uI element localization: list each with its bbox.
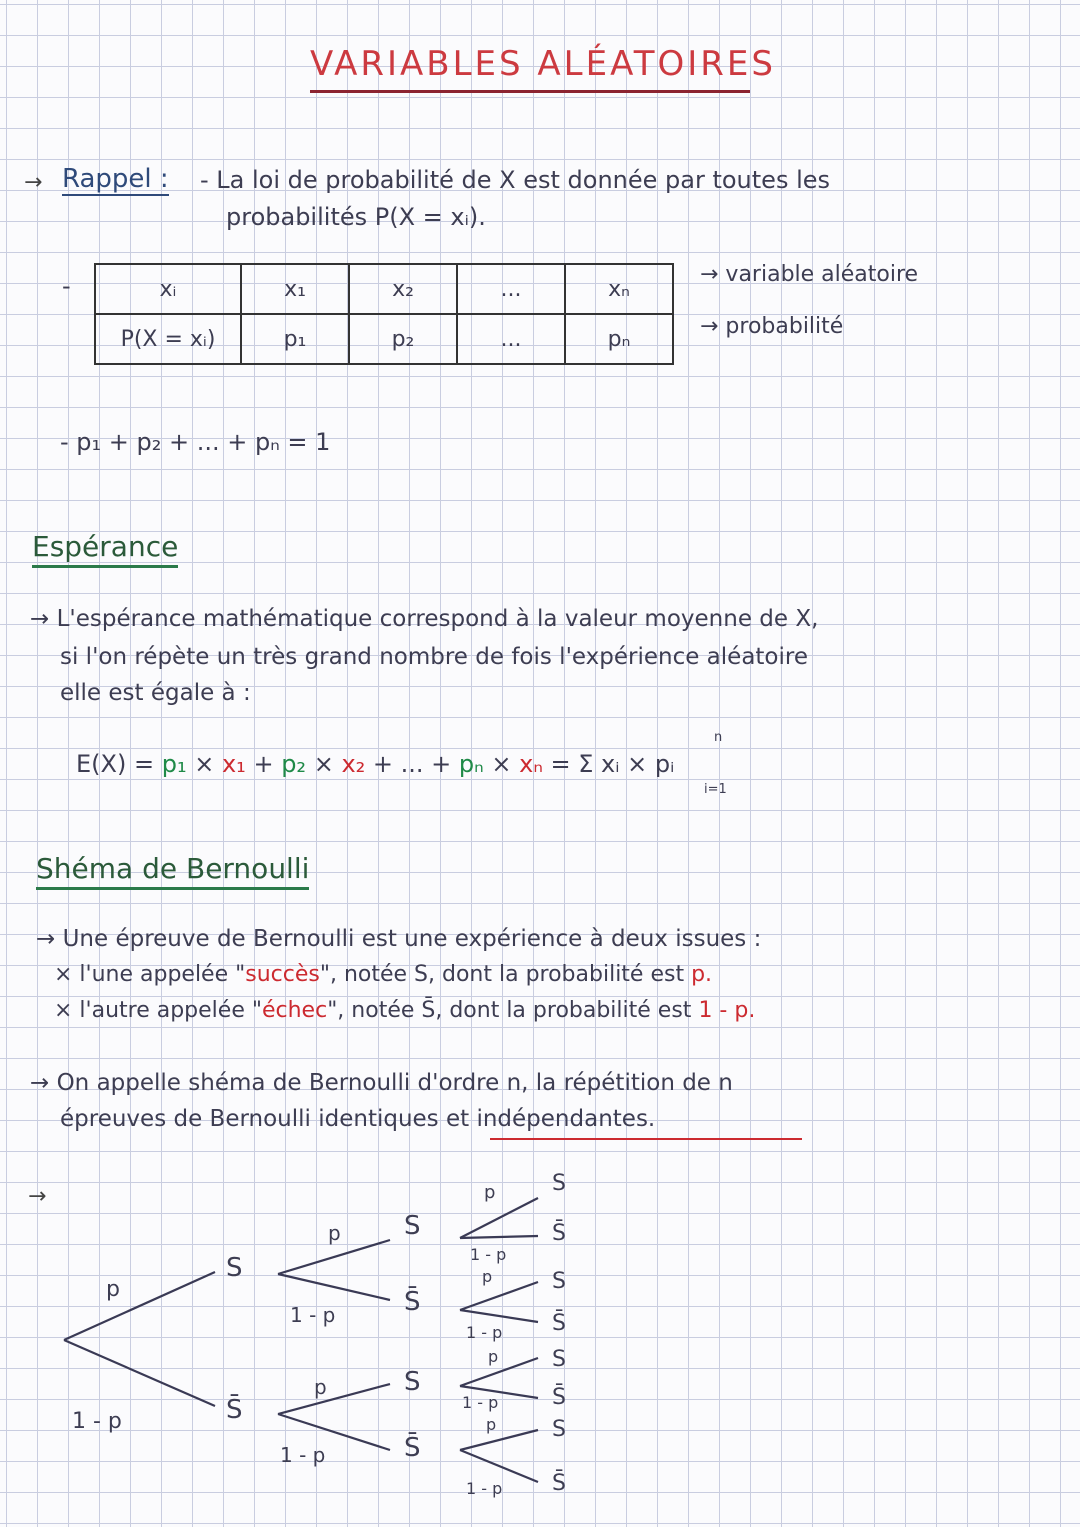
branch-label-p: p bbox=[314, 1375, 327, 1399]
failure-probability: 1 - p. bbox=[698, 998, 756, 1023]
success-word: succès bbox=[245, 962, 320, 987]
table-cell: ... bbox=[457, 264, 565, 314]
bernoulli-line-1: → Une épreuve de Bernoulli est une expérience à deux issues : bbox=[36, 926, 762, 952]
table-cell: x₁ bbox=[241, 264, 349, 314]
branch-label-q: 1 - p bbox=[470, 1245, 507, 1264]
branch bbox=[278, 1274, 390, 1300]
branch bbox=[278, 1240, 390, 1274]
formula-x1: x₁ bbox=[221, 750, 246, 778]
branch-label-p: p bbox=[106, 1277, 120, 1302]
branch bbox=[64, 1272, 215, 1340]
branch bbox=[460, 1430, 538, 1450]
table-cell: xᵢ bbox=[95, 264, 241, 314]
branch-label-p: p bbox=[328, 1221, 341, 1245]
rappel-line-1: - La loi de probabilité de X est donnée par toutes les bbox=[200, 166, 831, 194]
outcome-Sbar: S̄ bbox=[404, 1433, 421, 1463]
outcome-Sbar: S̄ bbox=[552, 1311, 566, 1336]
table-cell: P(X = xᵢ) bbox=[95, 314, 241, 364]
branch-label-q: 1 - p bbox=[466, 1323, 503, 1342]
table-cell: xₙ bbox=[565, 264, 673, 314]
branch bbox=[278, 1384, 390, 1414]
table-cell: p₁ bbox=[241, 314, 349, 364]
branch-label-p: p bbox=[482, 1267, 493, 1286]
sum-equals-one: - p₁ + p₂ + ... + pₙ = 1 bbox=[60, 428, 331, 456]
failure-text-a: × l'autre appelée " bbox=[54, 998, 262, 1023]
times-sign: × bbox=[491, 750, 512, 778]
formula-dots: + ... + bbox=[372, 750, 452, 778]
table-cell: p₂ bbox=[349, 314, 457, 364]
formula-pn: pₙ bbox=[458, 750, 484, 778]
arrow-icon: → bbox=[24, 170, 43, 195]
tree-arrow-icon: → bbox=[28, 1184, 47, 1209]
outcome-S: S bbox=[552, 1417, 566, 1442]
formula-xn: xₙ bbox=[519, 750, 543, 778]
table-cell: pₙ bbox=[565, 314, 673, 364]
formula-lhs: E(X) = bbox=[76, 750, 155, 778]
bernoulli-line-4: → On appelle shéma de Bernoulli d'ordre n, la répétition de n bbox=[30, 1070, 733, 1096]
table-cell: x₂ bbox=[349, 264, 457, 314]
branch-label-q: 1 - p bbox=[462, 1393, 499, 1412]
outcome-S: S bbox=[552, 1171, 566, 1196]
formula-p1: p₁ bbox=[161, 750, 187, 778]
branch-label-p: p bbox=[488, 1347, 499, 1366]
rappel-line-2: probabilités P(X = xᵢ). bbox=[226, 203, 486, 231]
outcome-Sbar: S̄ bbox=[226, 1395, 243, 1425]
bernoulli-line-5: épreuves de Bernoulli identiques et indépendantes. bbox=[60, 1106, 656, 1132]
esperance-line-1: → L'espérance mathématique correspond à la valeur moyenne de X, bbox=[30, 606, 819, 632]
page-title: VARIABLES ALÉATOIRES bbox=[310, 44, 750, 93]
branch bbox=[460, 1282, 538, 1310]
success-probability: p. bbox=[691, 962, 713, 987]
bernoulli-heading: Shéma de Bernoulli bbox=[36, 852, 309, 890]
outcome-Sbar: S̄ bbox=[552, 1385, 566, 1410]
success-text-a: × l'une appelée " bbox=[54, 962, 246, 987]
success-text-c: ", notée S, dont la probabilité est bbox=[319, 962, 685, 987]
plus-sign: + bbox=[253, 750, 274, 778]
note-variable: → variable aléatoire bbox=[700, 262, 919, 287]
branch bbox=[460, 1310, 538, 1322]
note-probability: → probabilité bbox=[700, 314, 844, 339]
branch-label-q: 1 - p bbox=[466, 1479, 503, 1498]
sum-lower-bound: i=1 bbox=[704, 782, 727, 797]
branch-label-q: 1 - p bbox=[280, 1443, 326, 1467]
sum-upper-bound: n bbox=[714, 730, 723, 745]
outcome-S: S bbox=[404, 1211, 421, 1241]
outcome-S: S bbox=[552, 1269, 566, 1294]
formula-x2: x₂ bbox=[341, 750, 366, 778]
failure-text-c: ", notée S̄, dont la probabilité est bbox=[327, 998, 692, 1023]
times-sign: × bbox=[313, 750, 334, 778]
outcome-Sbar: S̄ bbox=[552, 1221, 566, 1246]
outcome-S: S bbox=[552, 1347, 566, 1372]
branch bbox=[460, 1198, 538, 1238]
table-cell: ... bbox=[457, 314, 565, 364]
branch-label-q: 1 - p bbox=[72, 1409, 122, 1434]
rappel-label: Rappel : bbox=[62, 164, 169, 194]
esperance-line-3: elle est égale à : bbox=[60, 680, 251, 706]
branch-label-p: p bbox=[486, 1415, 497, 1434]
outcome-S: S bbox=[226, 1253, 243, 1283]
outcome-Sbar: S̄ bbox=[552, 1471, 566, 1496]
failure-word: échec bbox=[261, 998, 328, 1023]
branch bbox=[460, 1450, 538, 1482]
table-dash: - bbox=[62, 272, 71, 300]
branch-label-q: 1 - p bbox=[290, 1303, 336, 1327]
outcome-S: S bbox=[404, 1367, 421, 1397]
branch bbox=[64, 1340, 215, 1406]
times-sign: × bbox=[194, 750, 215, 778]
formula-p2: p₂ bbox=[281, 750, 307, 778]
esperance-heading: Espérance bbox=[32, 530, 178, 568]
esperance-line-2: si l'on répète un très grand nombre de fois l'expérience aléatoire bbox=[60, 644, 808, 670]
branch bbox=[460, 1236, 538, 1238]
formula-sum: = Σ xᵢ × pᵢ bbox=[550, 750, 675, 778]
outcome-Sbar: S̄ bbox=[404, 1287, 421, 1317]
branch-label-p: p bbox=[484, 1182, 496, 1203]
branch bbox=[460, 1358, 538, 1386]
